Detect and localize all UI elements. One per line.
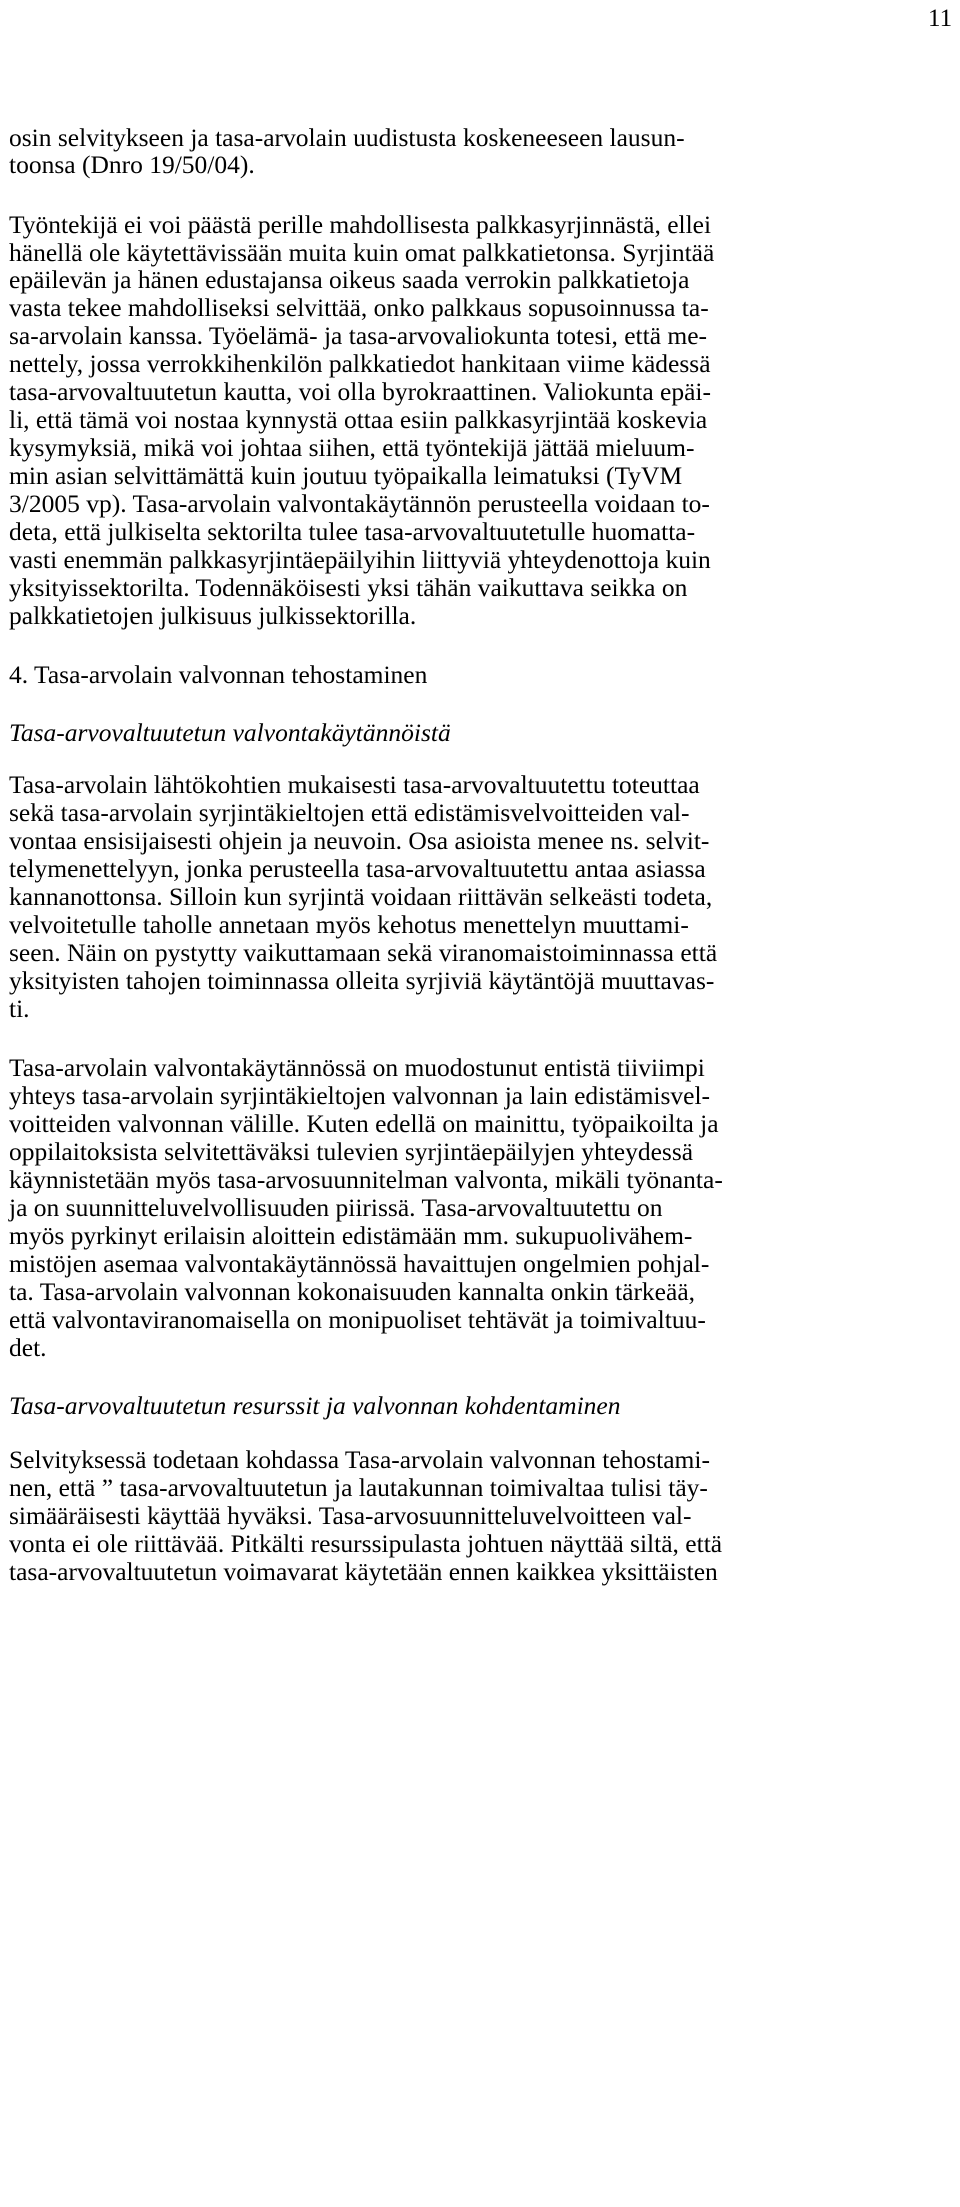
paragraph-line: myös pyrkinyt erilaisin aloittein edistämään mm. sukupuolivähem-: [9, 1221, 693, 1250]
paragraph-line: vasti enemmän palkkasyrjintäepäilyihin liittyviä yhteydenottoja kuin: [9, 545, 711, 574]
paragraph-line: seen. Näin on pystytty vaikuttamaan sekä viranomaistoiminnassa että: [9, 938, 718, 967]
section-heading: 4. Tasa-arvolain valvonnan tehostaminen: [9, 660, 428, 689]
paragraph-line: yhteys tasa-arvolain syrjintäkieltojen valvonnan ja lain edistämisvel-: [9, 1081, 711, 1110]
subsection-heading: Tasa-arvovaltuutetun valvontakäytännöistä: [9, 718, 451, 747]
paragraph-line: telymenettelyyn, jonka perusteella tasa-arvovaltuutettu antaa asiassa: [9, 854, 706, 883]
paragraph-line: mistöjen asemaa valvontakäytännössä havaittujen ongelmien pohjal-: [9, 1249, 710, 1278]
paragraph-line: vasta tekee mahdolliseksi selvittää, onko palkkaus sopusoinnussa ta-: [9, 293, 709, 322]
paragraph-line: ja on suunnitteluvelvollisuuden piirissä. Tasa-arvovaltuutettu on: [9, 1193, 663, 1222]
paragraph-line: det.: [9, 1333, 47, 1362]
paragraph-line: epäilevän ja hänen edustajansa oikeus saada verrokin palkkatietoja: [9, 265, 690, 294]
paragraph-line: oppilaitoksista selvitettäväksi tulevien syrjintäepäilyjen yhteydessä: [9, 1137, 694, 1166]
paragraph-line: min asian selvittämättä kuin joutuu työpaikalla leimatuksi (TyVM: [9, 461, 683, 490]
paragraph-line: tasa-arvovaltuutetun voimavarat käytetään ennen kaikkea yksittäisten: [9, 1557, 718, 1586]
paragraph-line: li, että tämä voi nostaa kynnystä ottaa esiin palkkasyrjintää koskevia: [9, 405, 708, 434]
paragraph-line: yksityissektorilta. Todennäköisesti yksi tähän vaikuttava seikka on: [9, 573, 688, 602]
paragraph-line: ta. Tasa-arvolain valvonnan kokonaisuuden kannalta onkin tärkeää,: [9, 1277, 696, 1306]
paragraph-line: simääräisesti käyttää hyväksi. Tasa-arvosuunnitteluvelvoitteen val-: [9, 1501, 692, 1530]
paragraph-line: Työntekijä ei voi päästä perille mahdollisesta palkkasyrjinnästä, ellei: [9, 210, 712, 239]
page-number: 11: [928, 5, 953, 32]
paragraph-line: tasa-arvovaltuutetun kautta, voi olla byrokraattinen. Valiokunta epäi-: [9, 377, 711, 406]
paragraph-line: vontaa ensisijaisesti ohjein ja neuvoin. Osa asioista menee ns. selvit-: [9, 826, 710, 855]
paragraph-line: voitteiden valvonnan välille. Kuten edellä on mainittu, työpaikoilta ja: [9, 1109, 719, 1138]
paragraph-line: hänellä ole käytettävissään muita kuin omat palkkatietonsa. Syrjintää: [9, 238, 715, 267]
paragraph-line: velvoitetulle taholle annetaan myös kehotus menettelyn muuttami-: [9, 910, 689, 939]
paragraph-line: nettely, jossa verrokkihenkilön palkkatiedot hankitaan viime kädessä: [9, 349, 711, 378]
paragraph-line: palkkatietojen julkisuus julkissektorilla.: [9, 601, 417, 630]
paragraph-line: Tasa-arvolain valvontakäytännössä on muodostunut entistä tiiviimpi: [9, 1053, 705, 1082]
paragraph-line: sekä tasa-arvolain syrjintäkieltojen että edistämisvelvoitteiden val-: [9, 798, 690, 827]
paragraph-line: sa-arvolain kanssa. Työelämä- ja tasa-arvovaliokunta totesi, että me-: [9, 321, 708, 350]
paragraph-line: vonta ei ole riittävää. Pitkälti resurssipulasta johtuen näyttää siltä, että: [9, 1529, 723, 1558]
paragraph-line: yksityisten tahojen toiminnassa olleita syrjiviä käytäntöjä muuttavas-: [9, 966, 715, 995]
paragraph-line: kannanottonsa. Silloin kun syrjintä voidaan riittävän selkeästi todeta,: [9, 882, 713, 911]
paragraph-line: ti.: [9, 994, 30, 1023]
paragraph-line: käynnistetään myös tasa-arvosuunnitelman valvonta, mikäli työnanta-: [9, 1165, 723, 1194]
paragraph-line: deta, että julkiselta sektorilta tulee tasa-arvovaltuutetulle huomatta-: [9, 517, 696, 546]
paragraph-line: Tasa-arvolain lähtökohtien mukaisesti tasa-arvovaltuutettu toteuttaa: [9, 770, 700, 799]
paragraph-line: osin selvitykseen ja tasa-arvolain uudistusta koskeneeseen lausun-: [9, 123, 685, 152]
paragraph-line: 3/2005 vp). Tasa-arvolain valvontakäytännön perusteella voidaan to-: [9, 489, 710, 518]
paragraph-line: nen, että ” tasa-arvovaltuutetun ja lautakunnan toimivaltaa tulisi täy-: [9, 1473, 708, 1502]
paragraph-line: kysymyksiä, mikä voi johtaa siihen, että työntekijä jättää mieluum-: [9, 433, 695, 462]
paragraph-line: Selvityksessä todetaan kohdassa Tasa-arvolain valvonnan tehostami-: [9, 1445, 710, 1474]
paragraph-line: että valvontaviranomaisella on monipuoliset tehtävät ja toimivaltuu-: [9, 1305, 706, 1334]
subsection-heading: Tasa-arvovaltuutetun resurssit ja valvonnan kohdentaminen: [9, 1391, 621, 1420]
paragraph-line: toonsa (Dnro 19/50/04).: [9, 150, 255, 179]
